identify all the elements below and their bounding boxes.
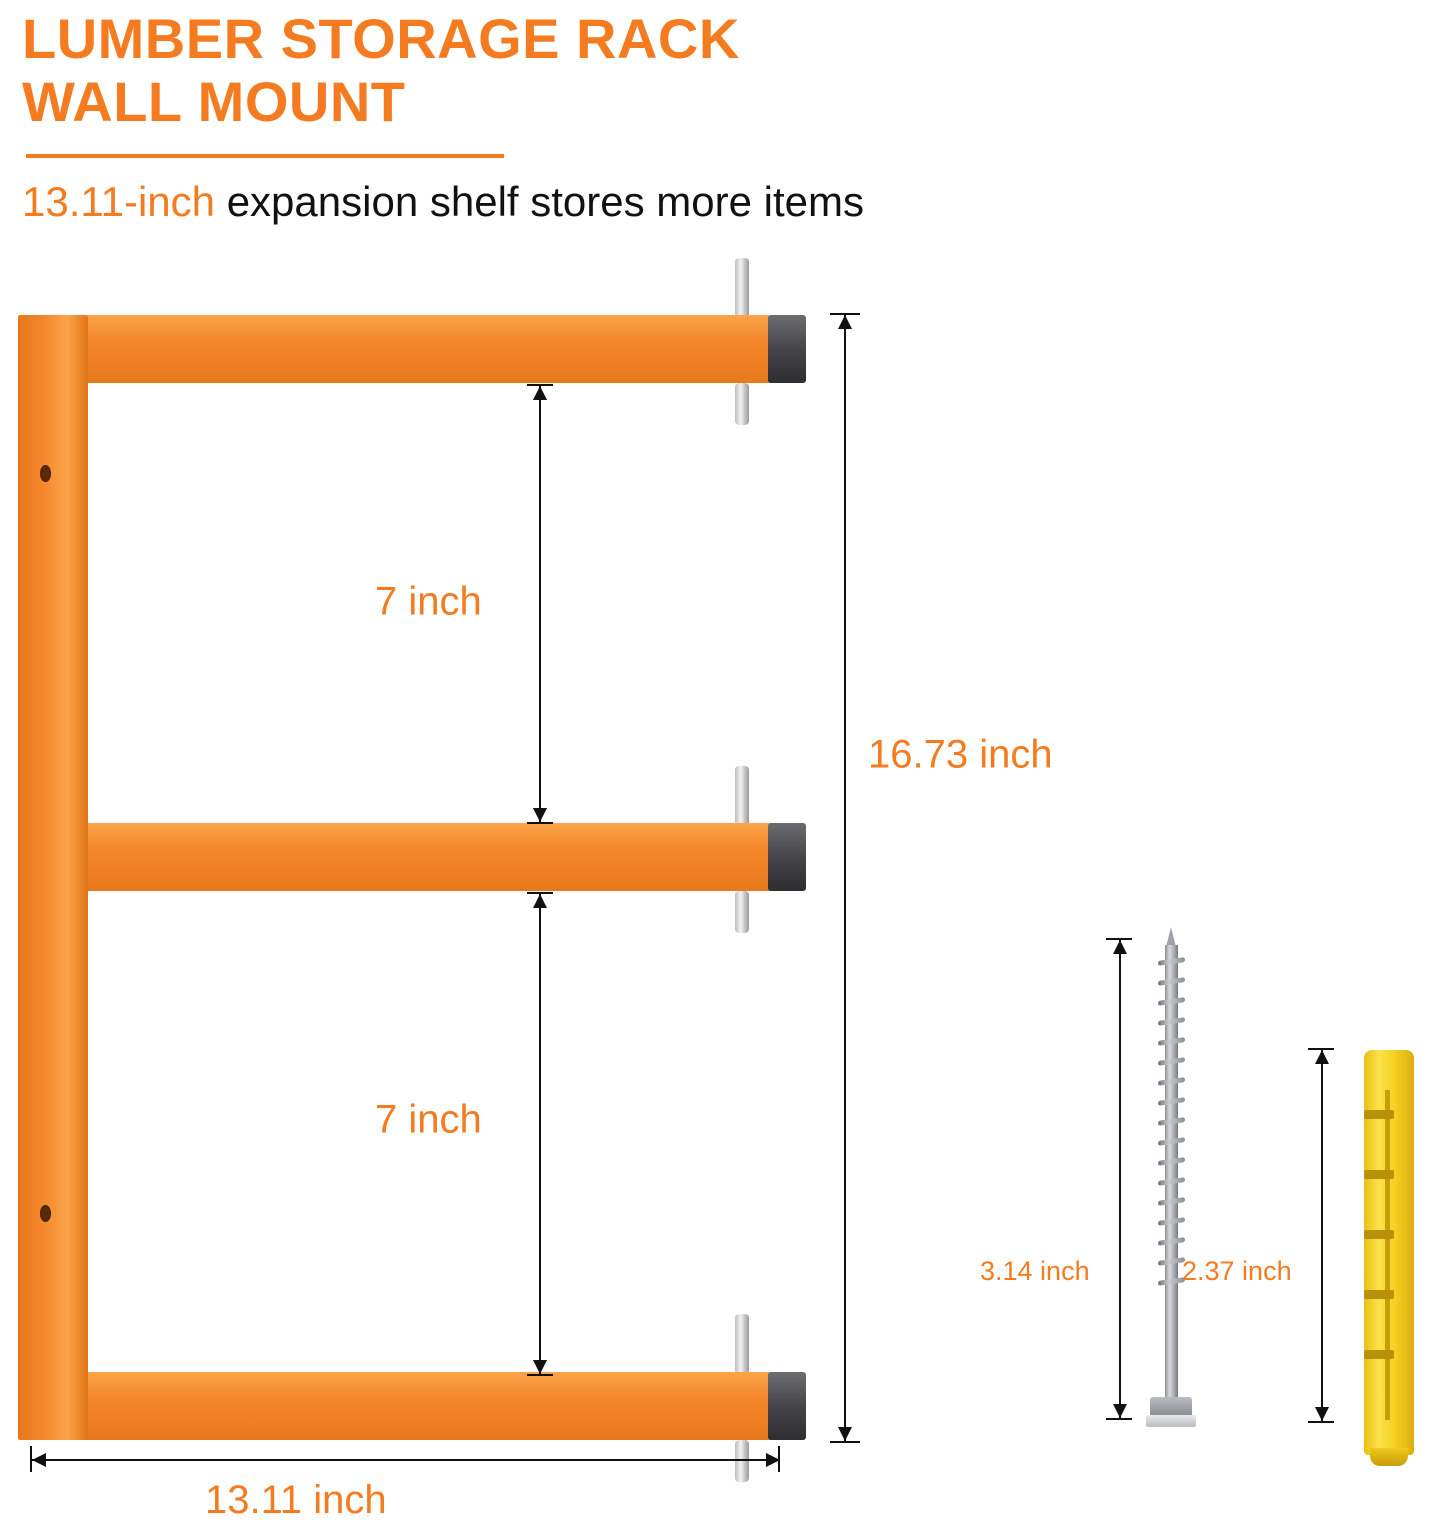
hardware-illustration (960, 920, 1446, 1480)
wall-anchor (1358, 1050, 1420, 1455)
arm-middle (18, 823, 786, 891)
width-arrow-left (32, 1453, 46, 1467)
anchor-tip (1370, 1448, 1408, 1466)
arm-bottom-end-cap (768, 1372, 806, 1440)
anchor-length-label: 2.37 inch (1182, 1256, 1292, 1286)
overall-width-dim-line (30, 1459, 780, 1461)
screw-length-label: 3.14 inch (980, 1256, 1090, 1286)
upper-gap-dim-line (539, 384, 541, 824)
anchor-notch (1364, 1230, 1394, 1239)
anchor-dim-arrow-up (1315, 1050, 1329, 1064)
wall-plate (18, 315, 88, 1440)
screw-dim-arrow-down (1113, 1404, 1127, 1418)
anchor-notch (1364, 1110, 1394, 1119)
overall-height-dim-line (844, 313, 846, 1443)
subtitle (22, 178, 1272, 226)
peg-mid-up (735, 766, 749, 826)
lower-gap-label: 7 inch (365, 1098, 492, 1143)
mounting-hole-top (40, 465, 51, 482)
lower-gap-arrow-down (533, 1360, 547, 1374)
anchor-notch (1364, 1290, 1394, 1299)
anchor-dim-arrow-down (1315, 1407, 1329, 1421)
anchor-notch (1364, 1170, 1394, 1179)
subtitle-rest: expansion shelf stores more items (215, 178, 864, 225)
title-line-2: WALL MOUNT (22, 69, 406, 133)
peg-bottom-down (735, 1440, 749, 1482)
height-arrow-down (838, 1427, 852, 1441)
lower-gap-arrow-up (533, 894, 547, 908)
upper-gap-arrow-down (533, 808, 547, 822)
title-underline (26, 154, 504, 158)
arm-top (18, 315, 786, 383)
peg-top-down (735, 383, 749, 425)
width-tick-right (778, 1446, 780, 1472)
screw-dim-tick-bottom (1106, 1418, 1132, 1420)
title-line-1: LUMBER STORAGE RACK (22, 7, 740, 70)
anchor-slit (1385, 1090, 1390, 1420)
height-tick-bottom (830, 1441, 860, 1443)
overall-height-label: 16.73 inch (868, 732, 1053, 777)
anchor-dim-line (1321, 1048, 1323, 1423)
lag-screw (1156, 945, 1186, 1425)
lower-gap-tick-bottom (527, 1374, 553, 1376)
page-title (22, 8, 1122, 133)
screw-dim-arrow-up (1113, 940, 1127, 954)
screw-head (1150, 1397, 1192, 1417)
screw-dim-line (1119, 938, 1121, 1420)
lower-gap-dim-line (539, 892, 541, 1376)
arm-middle-end-cap (768, 823, 806, 891)
upper-gap-tick-bottom (527, 822, 553, 824)
anchor-notch (1364, 1350, 1394, 1359)
screw-shaft (1165, 945, 1178, 1400)
peg-top-up (735, 258, 749, 318)
mounting-hole-bottom (40, 1205, 51, 1222)
arm-bottom (18, 1372, 786, 1440)
screw-washer (1146, 1415, 1196, 1427)
subtitle-highlight: 13.11-inch (22, 178, 216, 225)
overall-width-label: 13.11 inch (205, 1478, 387, 1522)
height-arrow-up (838, 315, 852, 329)
anchor-dim-tick-bottom (1308, 1421, 1334, 1423)
arm-top-end-cap (768, 315, 806, 383)
upper-gap-label: 7 inch (365, 580, 492, 625)
peg-mid-down (735, 891, 749, 933)
upper-gap-arrow-up (533, 386, 547, 400)
peg-bottom-up (735, 1314, 749, 1374)
